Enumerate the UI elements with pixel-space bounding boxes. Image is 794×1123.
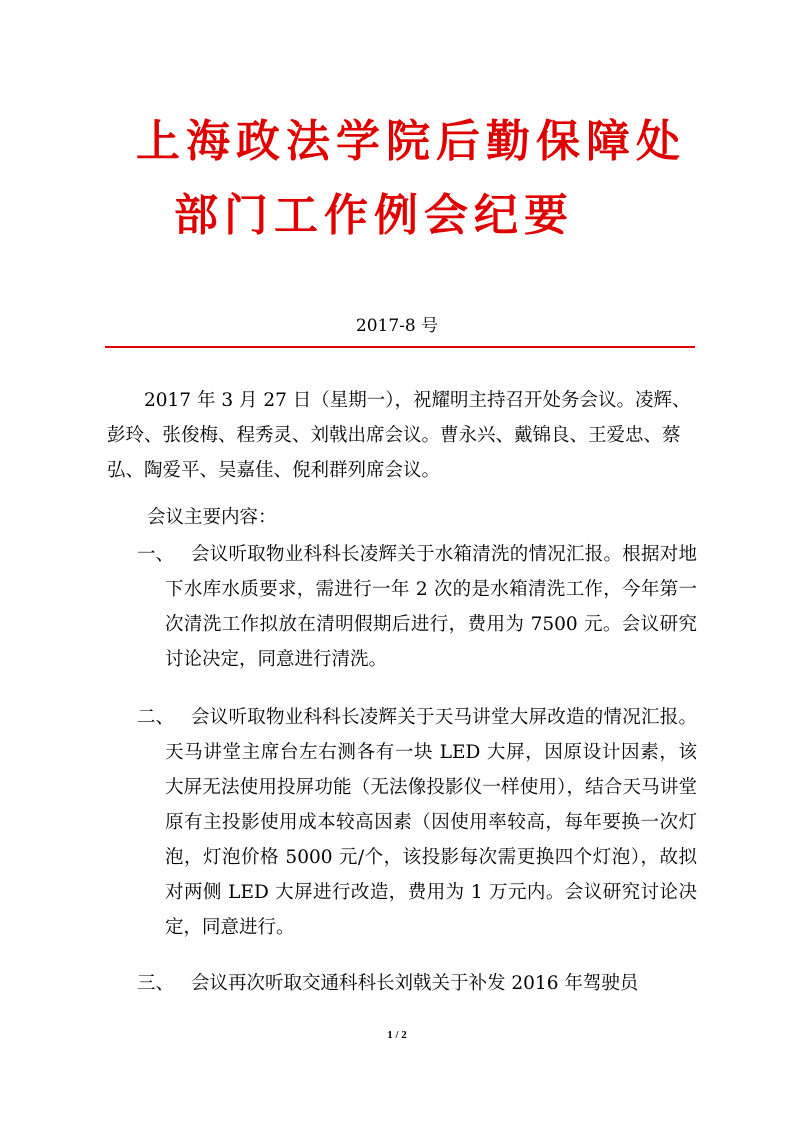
agenda-item-text: 会议听取物业科科长凌辉关于天马讲堂大屏改造的情况汇报。天马讲堂主席台左右测各有一块 LED 大屏，因原设计因素，该大屏无法使用投屏功能（无法像投影仪一样使用），结合天马讲堂原有主投影使用成本较高因素（因使用率较高，每年要换一次灯泡，灯泡价格 5000 元/个，该投影每次需更换四个灯泡），故拟对两侧 LED 大屏进行改造，费用为 1 万元内。会议研究讨论决定，同意进行。: [165, 707, 697, 938]
document-number: 2017-8 号: [355, 316, 439, 336]
agenda-item-text: 会议再次听取交通科科长刘戟关于补发 2016 年驾驶员: [191, 973, 639, 994]
document-title-line-1: 上海政法学院后勤保障处: [136, 116, 686, 167]
agenda-item-number: 一、: [137, 544, 175, 565]
agenda-item-2: [107, 700, 697, 945]
meeting-intro-paragraph: 2017 年 3 月 27 日（星期一），祝耀明主持召开处务会议。凌辉、彭玲、张俊梅、程秀灵、刘戟出席会议。曹永兴、戴锦良、王爱忠、蔡弘、陶爱平、吴嘉佳、倪利群列席会议。: [107, 390, 691, 481]
agenda-item-text: 会议听取物业科科长凌辉关于水箱清洗的情况汇报。根据对地下水库水质要求，需进行一年 2 次的是水箱清洗工作，今年第一次清洗工作拟放在清明假期后进行，费用为 7500 元。会议研究讨论决定，同意进行清洗。: [165, 544, 697, 670]
agenda-item-3: [107, 966, 697, 1001]
main-content-label: 会议主要内容：: [147, 507, 277, 528]
document-title-line-2: 部门工作例会纪要: [174, 190, 574, 241]
agenda-item-number: 三、: [137, 973, 175, 994]
page-number-indicator: 1 / 2: [387, 1029, 407, 1041]
red-divider-line: [105, 346, 695, 348]
agenda-item-1: [107, 537, 697, 677]
agenda-item-number: 二、: [137, 707, 175, 728]
